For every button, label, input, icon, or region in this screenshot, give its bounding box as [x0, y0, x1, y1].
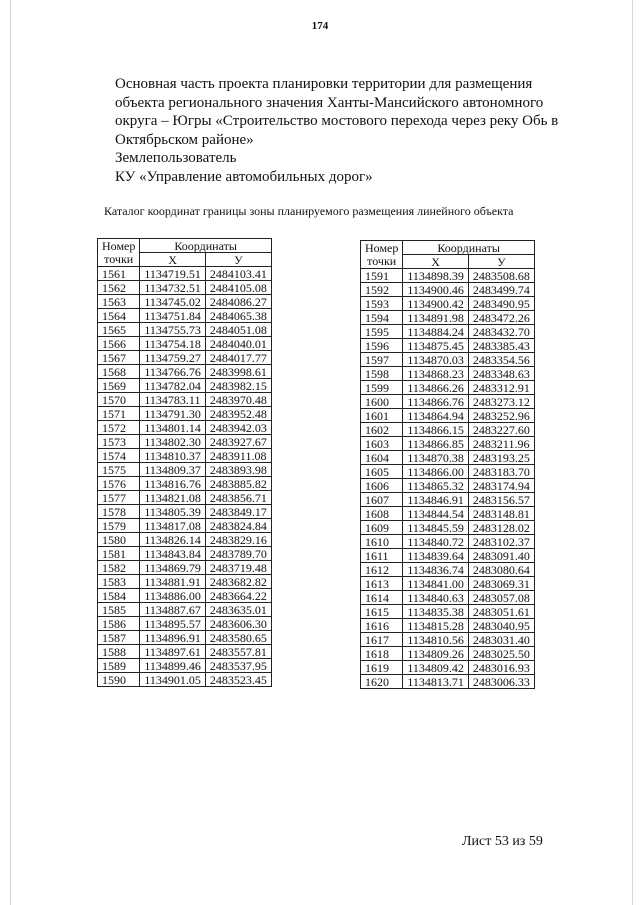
x-coordinate-cell: 1134868.23	[403, 367, 469, 381]
document-header	[115, 75, 585, 186]
x-coordinate-cell: 1134841.00	[403, 577, 469, 591]
x-coordinate-cell: 1134864.94	[403, 409, 469, 423]
x-coordinate-cell: 1134801.14	[140, 421, 206, 435]
y-coordinate-cell: 2483499.74	[468, 283, 534, 297]
x-coordinate-cell: 1134840.63	[403, 591, 469, 605]
table-row	[361, 325, 535, 339]
point-number-cell: 1576	[98, 477, 140, 491]
x-coordinate-cell: 1134826.14	[140, 533, 206, 547]
x-coordinate-cell: 1134816.76	[140, 477, 206, 491]
y-coordinate-cell: 2484017.77	[205, 351, 271, 365]
table-row	[98, 561, 272, 575]
table-row	[361, 507, 535, 521]
point-number-cell: 1578	[98, 505, 140, 519]
point-number-cell: 1599	[361, 381, 403, 395]
x-coordinate-cell: 1134732.51	[140, 281, 206, 295]
table-row	[361, 661, 535, 675]
y-coordinate-cell: 2483031.40	[468, 633, 534, 647]
header-number-sub: точки	[98, 253, 140, 267]
point-number-cell: 1579	[98, 519, 140, 533]
header-coordinates: Координаты	[140, 239, 272, 253]
point-number-cell: 1615	[361, 605, 403, 619]
table-row	[361, 423, 535, 437]
point-number-cell: 1593	[361, 297, 403, 311]
x-coordinate-cell: 1134836.74	[403, 563, 469, 577]
y-coordinate-cell: 2483508.68	[468, 269, 534, 283]
y-coordinate-cell: 2483128.02	[468, 521, 534, 535]
table-row	[98, 659, 272, 673]
point-number-cell: 1569	[98, 379, 140, 393]
y-coordinate-cell: 2483537.95	[205, 659, 271, 673]
x-coordinate-cell: 1134809.42	[403, 661, 469, 675]
header-line-6: КУ «Управление автомобильных дорог»	[115, 168, 373, 185]
header-line-2: объекта регионального значения Ханты-Мансийского автономного	[115, 94, 544, 111]
table-row	[98, 603, 272, 617]
table-row	[98, 435, 272, 449]
x-coordinate-cell: 1134759.27	[140, 351, 206, 365]
point-number-cell: 1610	[361, 535, 403, 549]
table-row	[98, 547, 272, 561]
point-number-cell: 1564	[98, 309, 140, 323]
y-coordinate-cell: 2483227.60	[468, 423, 534, 437]
x-coordinate-cell: 1134866.85	[403, 437, 469, 451]
table-row	[98, 617, 272, 631]
y-coordinate-cell: 2483102.37	[468, 535, 534, 549]
x-coordinate-cell: 1134870.03	[403, 353, 469, 367]
x-coordinate-cell: 1134896.91	[140, 631, 206, 645]
x-coordinate-cell: 1134875.45	[403, 339, 469, 353]
x-coordinate-cell: 1134866.15	[403, 423, 469, 437]
x-coordinate-cell: 1134866.26	[403, 381, 469, 395]
table-row	[98, 295, 272, 309]
y-coordinate-cell: 2483664.22	[205, 589, 271, 603]
point-number-cell: 1617	[361, 633, 403, 647]
y-coordinate-cell: 2483849.17	[205, 505, 271, 519]
point-number-cell: 1592	[361, 283, 403, 297]
header-number-sub: точки	[361, 255, 403, 269]
table-row	[98, 337, 272, 351]
point-number-cell: 1595	[361, 325, 403, 339]
table-caption: Каталог координат границы зоны планируемого размещения линейного объекта	[104, 204, 514, 218]
y-coordinate-cell: 2483354.56	[468, 353, 534, 367]
table-row	[98, 365, 272, 379]
table-row	[361, 479, 535, 493]
header-line-3: округа – Югры «Строительство мостового перехода через реку Обь в	[115, 113, 559, 129]
y-coordinate-cell: 2483719.48	[205, 561, 271, 575]
table-row	[98, 449, 272, 463]
y-coordinate-cell: 2483523.45	[205, 673, 271, 687]
table-row	[361, 381, 535, 395]
y-coordinate-cell: 2483580.65	[205, 631, 271, 645]
point-number-cell: 1609	[361, 521, 403, 535]
x-coordinate-cell: 1134866.76	[403, 395, 469, 409]
table-row	[361, 591, 535, 605]
point-number-cell: 1575	[98, 463, 140, 477]
y-coordinate-cell: 2483252.96	[468, 409, 534, 423]
x-coordinate-cell: 1134791.30	[140, 407, 206, 421]
y-coordinate-cell: 2483057.08	[468, 591, 534, 605]
point-number-cell: 1611	[361, 549, 403, 563]
point-number-cell: 1620	[361, 675, 403, 689]
x-coordinate-cell: 1134886.00	[140, 589, 206, 603]
table-row	[361, 451, 535, 465]
coordinates-table-right	[360, 240, 535, 689]
y-coordinate-cell: 2483635.01	[205, 603, 271, 617]
x-coordinate-cell: 1134884.24	[403, 325, 469, 339]
table-row	[98, 351, 272, 365]
x-coordinate-cell: 1134898.39	[403, 269, 469, 283]
table-row	[361, 409, 535, 423]
table-row	[98, 645, 272, 659]
y-coordinate-cell: 2483829.16	[205, 533, 271, 547]
point-number-cell: 1572	[98, 421, 140, 435]
point-number-cell: 1583	[98, 575, 140, 589]
x-coordinate-cell: 1134869.79	[140, 561, 206, 575]
header-x: X	[140, 253, 206, 267]
y-coordinate-cell: 2483606.30	[205, 617, 271, 631]
y-coordinate-cell: 2483927.67	[205, 435, 271, 449]
x-coordinate-cell: 1134845.59	[403, 521, 469, 535]
x-coordinate-cell: 1134745.02	[140, 295, 206, 309]
header-number: Номер	[98, 239, 140, 253]
point-number-cell: 1616	[361, 619, 403, 633]
y-coordinate-cell: 2483174.94	[468, 479, 534, 493]
table-row	[361, 353, 535, 367]
x-coordinate-cell: 1134900.46	[403, 283, 469, 297]
point-number-cell: 1589	[98, 659, 140, 673]
y-coordinate-cell: 2483490.95	[468, 297, 534, 311]
point-number-cell: 1571	[98, 407, 140, 421]
y-coordinate-cell: 2483091.40	[468, 549, 534, 563]
table-row	[98, 393, 272, 407]
y-coordinate-cell: 2484051.08	[205, 323, 271, 337]
table-row	[98, 505, 272, 519]
table-row	[361, 675, 535, 689]
point-number-cell: 1606	[361, 479, 403, 493]
table-row	[98, 463, 272, 477]
point-number-cell: 1562	[98, 281, 140, 295]
point-number-cell: 1602	[361, 423, 403, 437]
x-coordinate-cell: 1134887.67	[140, 603, 206, 617]
point-number-cell: 1586	[98, 617, 140, 631]
point-number-cell: 1604	[361, 451, 403, 465]
y-coordinate-cell: 2483211.96	[468, 437, 534, 451]
y-coordinate-cell: 2483051.61	[468, 605, 534, 619]
table-row	[361, 619, 535, 633]
y-coordinate-cell: 2483885.82	[205, 477, 271, 491]
y-coordinate-cell: 2483682.82	[205, 575, 271, 589]
table-row	[98, 589, 272, 603]
coordinates-table-left	[97, 238, 272, 687]
x-coordinate-cell: 1134751.84	[140, 309, 206, 323]
scan-edge-left	[10, 0, 11, 905]
point-number-cell: 1565	[98, 323, 140, 337]
page-number: 174	[311, 20, 329, 32]
y-coordinate-cell: 2484040.01	[205, 337, 271, 351]
y-coordinate-cell: 2483893.98	[205, 463, 271, 477]
x-coordinate-cell: 1134840.72	[403, 535, 469, 549]
y-coordinate-cell: 2483970.48	[205, 393, 271, 407]
sheet-number: Лист 53 из 59	[462, 834, 543, 849]
y-coordinate-cell: 2483016.93	[468, 661, 534, 675]
y-coordinate-cell: 2483856.71	[205, 491, 271, 505]
x-coordinate-cell: 1134817.08	[140, 519, 206, 533]
table-row	[361, 283, 535, 297]
point-number-cell: 1584	[98, 589, 140, 603]
point-number-cell: 1587	[98, 631, 140, 645]
y-coordinate-cell: 2483006.33	[468, 675, 534, 689]
header-y: У	[468, 255, 534, 269]
y-coordinate-cell: 2483472.26	[468, 311, 534, 325]
point-number-cell: 1600	[361, 395, 403, 409]
point-number-cell: 1591	[361, 269, 403, 283]
point-number-cell: 1605	[361, 465, 403, 479]
point-number-cell: 1567	[98, 351, 140, 365]
x-coordinate-cell: 1134846.91	[403, 493, 469, 507]
x-coordinate-cell: 1134815.28	[403, 619, 469, 633]
header-line-4: Октябрьском районе»	[115, 131, 254, 148]
point-number-cell: 1585	[98, 603, 140, 617]
table-row	[361, 395, 535, 409]
header-line-1: Основная часть проекта планировки территории для размещения	[115, 76, 533, 92]
table-row	[361, 535, 535, 549]
point-number-cell: 1577	[98, 491, 140, 505]
y-coordinate-cell: 2483385.43	[468, 339, 534, 353]
y-coordinate-cell: 2483273.12	[468, 395, 534, 409]
table-row	[98, 267, 272, 281]
point-number-cell: 1598	[361, 367, 403, 381]
x-coordinate-cell: 1134843.84	[140, 547, 206, 561]
x-coordinate-cell: 1134866.00	[403, 465, 469, 479]
x-coordinate-cell: 1134754.18	[140, 337, 206, 351]
table-row	[361, 633, 535, 647]
y-coordinate-cell: 2483952.48	[205, 407, 271, 421]
x-coordinate-cell: 1134805.39	[140, 505, 206, 519]
x-coordinate-cell: 1134881.91	[140, 575, 206, 589]
y-coordinate-cell: 2483183.70	[468, 465, 534, 479]
point-number-cell: 1580	[98, 533, 140, 547]
point-number-cell: 1594	[361, 311, 403, 325]
y-coordinate-cell: 2483942.03	[205, 421, 271, 435]
x-coordinate-cell: 1134783.11	[140, 393, 206, 407]
table-row	[361, 437, 535, 451]
point-number-cell: 1597	[361, 353, 403, 367]
x-coordinate-cell: 1134899.46	[140, 659, 206, 673]
header-y: У	[205, 253, 271, 267]
table-row	[98, 309, 272, 323]
y-coordinate-cell: 2483156.57	[468, 493, 534, 507]
y-coordinate-cell: 2483312.91	[468, 381, 534, 395]
table-row	[361, 493, 535, 507]
table-row	[98, 673, 272, 687]
table-row	[361, 605, 535, 619]
point-number-cell: 1618	[361, 647, 403, 661]
table-row	[98, 379, 272, 393]
point-number-cell: 1619	[361, 661, 403, 675]
point-number-cell: 1573	[98, 435, 140, 449]
y-coordinate-cell: 2483911.08	[205, 449, 271, 463]
x-coordinate-cell: 1134835.38	[403, 605, 469, 619]
table-row	[98, 477, 272, 491]
table-row	[361, 367, 535, 381]
table-row	[361, 311, 535, 325]
header-coordinates: Координаты	[403, 241, 535, 255]
table-row	[98, 323, 272, 337]
point-number-cell: 1603	[361, 437, 403, 451]
point-number-cell: 1590	[98, 673, 140, 687]
point-number-cell: 1563	[98, 295, 140, 309]
y-coordinate-cell: 2483069.31	[468, 577, 534, 591]
table-row	[98, 421, 272, 435]
table-row	[98, 281, 272, 295]
x-coordinate-cell: 1134802.30	[140, 435, 206, 449]
table-row	[361, 465, 535, 479]
table-row	[361, 563, 535, 577]
x-coordinate-cell: 1134755.73	[140, 323, 206, 337]
y-coordinate-cell: 2483557.81	[205, 645, 271, 659]
x-coordinate-cell: 1134821.08	[140, 491, 206, 505]
y-coordinate-cell: 2483998.61	[205, 365, 271, 379]
table-row	[98, 533, 272, 547]
y-coordinate-cell: 2483193.25	[468, 451, 534, 465]
table-row	[361, 577, 535, 591]
x-coordinate-cell: 1134719.51	[140, 267, 206, 281]
table-row	[98, 631, 272, 645]
y-coordinate-cell: 2483348.63	[468, 367, 534, 381]
scan-edge-right	[632, 0, 633, 905]
point-number-cell: 1581	[98, 547, 140, 561]
y-coordinate-cell: 2484065.38	[205, 309, 271, 323]
x-coordinate-cell: 1134766.76	[140, 365, 206, 379]
point-number-cell: 1566	[98, 337, 140, 351]
table-row	[361, 297, 535, 311]
x-coordinate-cell: 1134809.37	[140, 463, 206, 477]
table-row	[361, 269, 535, 283]
point-number-cell: 1570	[98, 393, 140, 407]
table-row	[361, 521, 535, 535]
table-row	[361, 549, 535, 563]
x-coordinate-cell: 1134891.98	[403, 311, 469, 325]
y-coordinate-cell: 2483080.64	[468, 563, 534, 577]
table-body-right	[361, 269, 535, 689]
y-coordinate-cell: 2484103.41	[205, 267, 271, 281]
point-number-cell: 1588	[98, 645, 140, 659]
x-coordinate-cell: 1134844.54	[403, 507, 469, 521]
point-number-cell: 1582	[98, 561, 140, 575]
x-coordinate-cell: 1134809.26	[403, 647, 469, 661]
table-row	[98, 407, 272, 421]
x-coordinate-cell: 1134810.37	[140, 449, 206, 463]
x-coordinate-cell: 1134870.38	[403, 451, 469, 465]
table-row	[98, 575, 272, 589]
x-coordinate-cell: 1134901.05	[140, 673, 206, 687]
header-number: Номер	[361, 241, 403, 255]
point-number-cell: 1607	[361, 493, 403, 507]
table-row	[361, 647, 535, 661]
header-x: X	[403, 255, 469, 269]
table-row	[361, 339, 535, 353]
table-row	[98, 519, 272, 533]
y-coordinate-cell: 2483148.81	[468, 507, 534, 521]
x-coordinate-cell: 1134895.57	[140, 617, 206, 631]
y-coordinate-cell: 2483982.15	[205, 379, 271, 393]
x-coordinate-cell: 1134813.71	[403, 675, 469, 689]
table-row	[98, 491, 272, 505]
point-number-cell: 1568	[98, 365, 140, 379]
point-number-cell: 1608	[361, 507, 403, 521]
x-coordinate-cell: 1134900.42	[403, 297, 469, 311]
y-coordinate-cell: 2483789.70	[205, 547, 271, 561]
y-coordinate-cell: 2483432.70	[468, 325, 534, 339]
point-number-cell: 1561	[98, 267, 140, 281]
y-coordinate-cell: 2484105.08	[205, 281, 271, 295]
x-coordinate-cell: 1134897.61	[140, 645, 206, 659]
x-coordinate-cell: 1134839.64	[403, 549, 469, 563]
point-number-cell: 1596	[361, 339, 403, 353]
point-number-cell: 1614	[361, 591, 403, 605]
header-line-5: Землепользователь	[115, 150, 237, 166]
table-body-left	[98, 267, 272, 687]
y-coordinate-cell: 2483824.84	[205, 519, 271, 533]
point-number-cell: 1612	[361, 563, 403, 577]
point-number-cell: 1574	[98, 449, 140, 463]
point-number-cell: 1601	[361, 409, 403, 423]
x-coordinate-cell: 1134782.04	[140, 379, 206, 393]
y-coordinate-cell: 2484086.27	[205, 295, 271, 309]
x-coordinate-cell: 1134865.32	[403, 479, 469, 493]
point-number-cell: 1613	[361, 577, 403, 591]
y-coordinate-cell: 2483040.95	[468, 619, 534, 633]
x-coordinate-cell: 1134810.56	[403, 633, 469, 647]
y-coordinate-cell: 2483025.50	[468, 647, 534, 661]
